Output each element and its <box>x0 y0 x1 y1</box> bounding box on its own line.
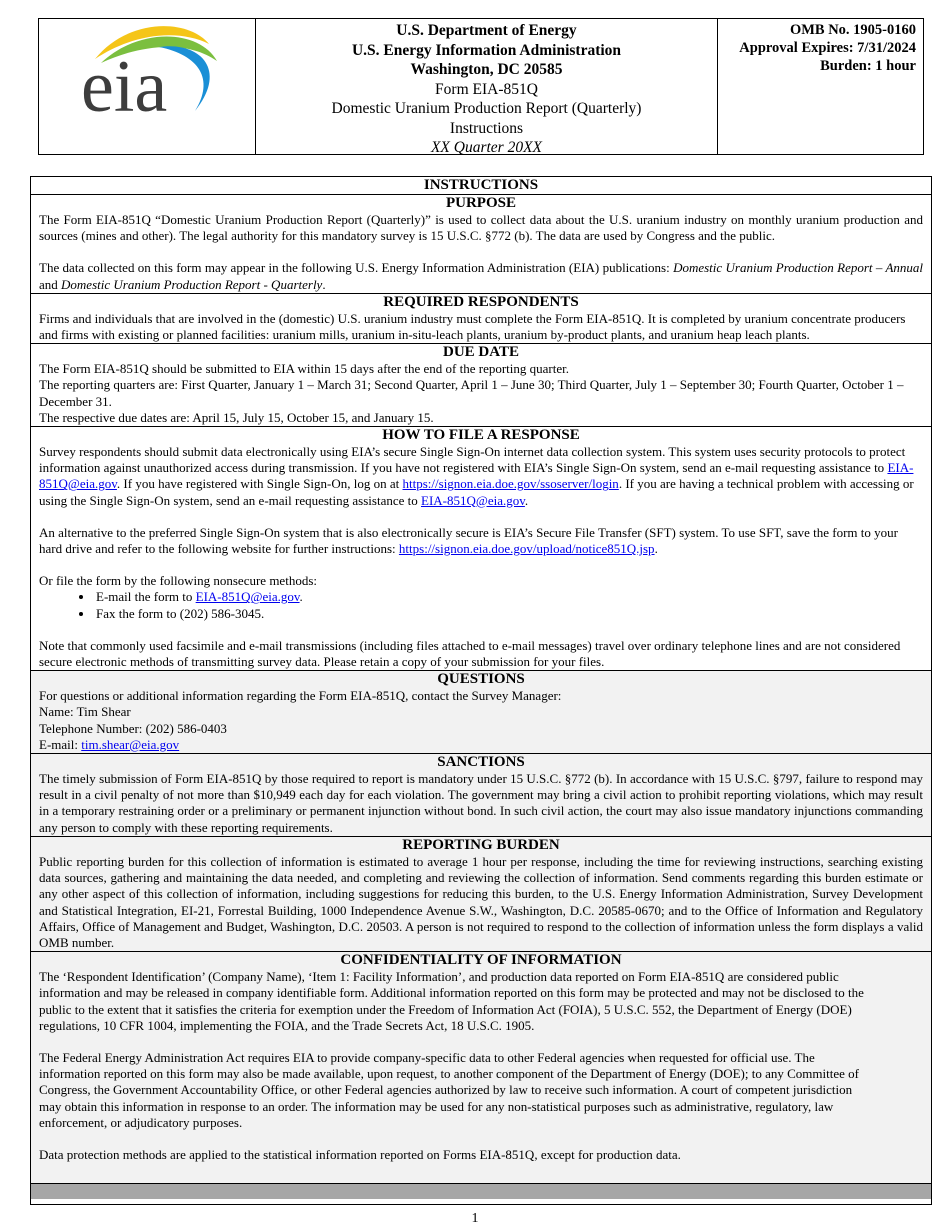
confidentiality-paragraph-3: Data protection methods are applied to the statistical information reported on Forms EIA-851Q, except for production data. <box>39 1146 681 1162</box>
list-item: • E-mail the form to EIA-851Q@eia.gov. <box>94 589 923 605</box>
page-number: 1 <box>471 1211 479 1226</box>
sso-login-link[interactable]: https://signon.eia.doe.gov/ssoserver/login <box>402 476 619 492</box>
eia-logo-icon <box>39 19 255 153</box>
doc-type: Instructions <box>449 119 524 137</box>
form-header <box>38 18 924 155</box>
sanctions-text: The timely submission of Form EIA-851Q by those required to report is mandatory under 15 U.S.C. §772 (b). In accordance with 15 U.S.C. §797, failure to respond may result in a civil penalty of not more than $10,949 each day for each violation. The government may bring a civil action to prohibit reporting violations, which may result in a temporary restraining order or a preliminary or permanent injunction without bond. In such civil action, the court may also issue mandatory injunctions commanding any person to comply with these reporting requirements. <box>39 771 923 835</box>
reporting-burden-section <box>31 837 931 952</box>
form-name: Form EIA-851Q <box>435 80 538 98</box>
purpose-paragraph-2: The data collected on this form may appear in the following U.S. Energy Information Administration (EIA) publications: Domestic Uranium Production Report – Annual and Domestic Uranium Production Report - Quarterly. <box>39 260 924 292</box>
logo-wordmark: eia <box>81 46 168 128</box>
footer-bar <box>31 1183 931 1199</box>
confidentiality-paragraph-2: The Federal Energy Administration Act requires EIA to provide company-specific data to other Federal agencies when requested for official use. The information reported on this form may also be made available, upon request, to another component of the Department of Energy (DOE); to any Committee of Congress, the Government Accountability Office, or other Federal agencies authorized by law to receive such information. A court of competent jurisdiction may obtain this information in response to an order. The information may be used for any non-statistical purposes such as administrative, regulatory, law enforcement, or adjudicatory purposes. <box>39 1049 859 1130</box>
instructions-box <box>30 176 932 1205</box>
omb-number: OMB No. 1905-0160 <box>789 22 916 38</box>
approval-expiration: Approval Expires: 7/31/2024 <box>739 40 916 56</box>
agency-line-1: U.S. Department of Energy <box>396 22 577 39</box>
questions-title: QUESTIONS <box>437 671 525 688</box>
due-date-line-2: The reporting quarters are: First Quarter, January 1 – March 31; Second Quarter, April 1 – June 30; Third Quarter, July 1 – September 30; Fourth Quarter, October 1 – December 31. <box>39 377 904 409</box>
confidentiality-title: CONFIDENTIALITY OF INFORMATION <box>340 952 622 969</box>
questions-line-1: For questions or additional information regarding the Form EIA-851Q, contact the Survey Manager: <box>39 688 562 704</box>
survey-manager-phone: Telephone Number: (202) 586-0403 <box>39 720 227 736</box>
email-link[interactable]: EIA-851Q@eia.gov <box>39 460 914 492</box>
purpose-paragraph-1: The Form EIA-851Q “Domestic Uranium Production Report (Quarterly)” is used to collect data about the U.S. uranium industry on monthly uranium production and sources (mines and other). The legal authority for this mandatory survey is 15 U.S.C. §772 (b). The data are used by Congress and the public. <box>39 212 923 244</box>
nonsecure-methods-list <box>39 589 923 621</box>
agency-line-2: U.S. Energy Information Administration <box>351 41 622 59</box>
reporting-burden-title: REPORTING BURDEN <box>402 836 560 853</box>
sanctions-section <box>31 754 931 837</box>
email-link[interactable]: EIA-851Q@eia.gov <box>421 492 525 508</box>
due-date-line-3: The respective due dates are: April 15, July 15, October 15, and January 15. <box>39 409 434 425</box>
required-respondents-section <box>31 294 931 344</box>
instructions-title: INSTRUCTIONS <box>31 177 931 195</box>
purpose-title: PURPOSE <box>445 195 516 211</box>
required-respondents-title: REQUIRED RESPONDENTS <box>383 293 579 310</box>
eia-logo <box>39 19 256 154</box>
security-note: Note that commonly used facsimile and e-mail transmissions (including files attached to e-mail messages) travel over ordinary telephone lines and are not considered secure electronic methods of transmitting survey data. Please retain a copy of your submission for your files. <box>39 637 901 670</box>
form-title-block <box>256 19 718 154</box>
quarter-label: XX Quarter 20XX <box>430 139 543 156</box>
agency-line-3: Washington, DC 20585 <box>410 61 563 78</box>
due-date-line-1: The Form EIA-851Q should be submitted to EIA within 15 days after the end of the reporting quarter. <box>39 361 569 377</box>
confidentiality-section <box>31 952 931 1183</box>
report-name: Domestic Uranium Production Report (Quarterly) <box>331 100 642 117</box>
reporting-burden-text: Public reporting burden for this collection of information is estimated to average 1 hour per response, including the time for reviewing instructions, searching existing data sources, gathering and maintaining the data needed, and completing and reviewing the collection of information. Send comments regarding this burden estimate or any other aspect of this collection of information, including suggestions for reducing this burden, to the U.S. Energy Information Administration, Survey Development and Statistical Integration, EI-21, Forrestal Building, 1000 Independence Avenue S.W., Washington, D.C. 20585-0670; and to the Office of Information and Regulatory Affairs, Office of Management and Budget, Washington, D.C. 20503. A person is not required to respond to the collection of information unless the form displays a valid OMB number. <box>39 853 923 950</box>
required-respondents-text: Firms and individuals that are involved in the (domestic) U.S. uranium industry must complete the Form EIA-851Q. It is completed by uranium concentrate producers and firms with existing or planned facilities: uranium mills, uranium in-situ-leach plants, uranium by-product plants, and uranium heap leach plants. <box>39 310 906 343</box>
list-item: • Fax the form to (202) 586-3045. <box>94 606 923 622</box>
due-date-section <box>31 344 931 427</box>
manager-email-link[interactable]: tim.shear@eia.gov <box>81 736 180 752</box>
nonsecure-methods-intro: Or file the form by the following nonsecure methods: <box>39 573 317 589</box>
purpose-section <box>31 195 931 294</box>
email-link[interactable]: EIA-851Q@eia.gov <box>195 589 300 605</box>
how-to-file-section <box>31 427 931 671</box>
questions-section <box>31 671 931 754</box>
how-to-file-paragraph-1: Survey respondents should submit data electronically using EIA’s secure Single Sign-On internet data collection system. This system uses security protocols to protect information against unauthorized access during transmission. If you have not registered with EIA’s Single Sign-On system, send an e-mail requesting assistance to EIA-851Q@eia.gov. If you have registered with Single Sign-On, log on at https://signon.eia.doe.gov/ssoserver/login. If you are having a technical problem with accessing or using the Single Sign-On system, send an e-mail requesting assistance to EIA-851Q@eia.gov. <box>39 444 914 508</box>
how-to-file-title: HOW TO FILE A RESPONSE <box>382 427 580 444</box>
survey-manager-email: E-mail: tim.shear@eia.gov <box>39 736 180 752</box>
sanctions-title: SANCTIONS <box>437 754 525 771</box>
due-date-title: DUE DATE <box>443 344 519 361</box>
omb-block <box>718 19 923 154</box>
burden-hours: Burden: 1 hour <box>820 58 916 74</box>
sft-link[interactable]: https://signon.eia.doe.gov/upload/notice851Q.jsp <box>398 541 655 557</box>
survey-manager-name: Name: Tim Shear <box>39 704 131 720</box>
how-to-file-paragraph-2: An alternative to the preferred Single Sign-On system that is also electronically secure is EIA’s Secure File Transfer (SFT) system. To use SFT, save the form to your hard drive and refer to the following website for further instructions: https://signon.eia.doe.gov/upload/notice851Q.jsp. <box>39 524 898 557</box>
confidentiality-paragraph-1: The ‘Respondent Identification’ (Company Name), ‘Item 1: Facility Information’, and production data reported on Form EIA-851Q are considered public information and may be released in company identifiable form. Additional information reported on this form may be protected and may not be disclosed to the public to the extent that it satisfies the criteria for exemption under the Freedom of Information Act (FOIA), 5 U.S.C. 552, the Department of Energy (DOE) regulations, 10 CFR 1004, implementing the FOIA, and the Trade Secrets Act, 18 U.S.C. 1905. <box>39 969 864 1033</box>
